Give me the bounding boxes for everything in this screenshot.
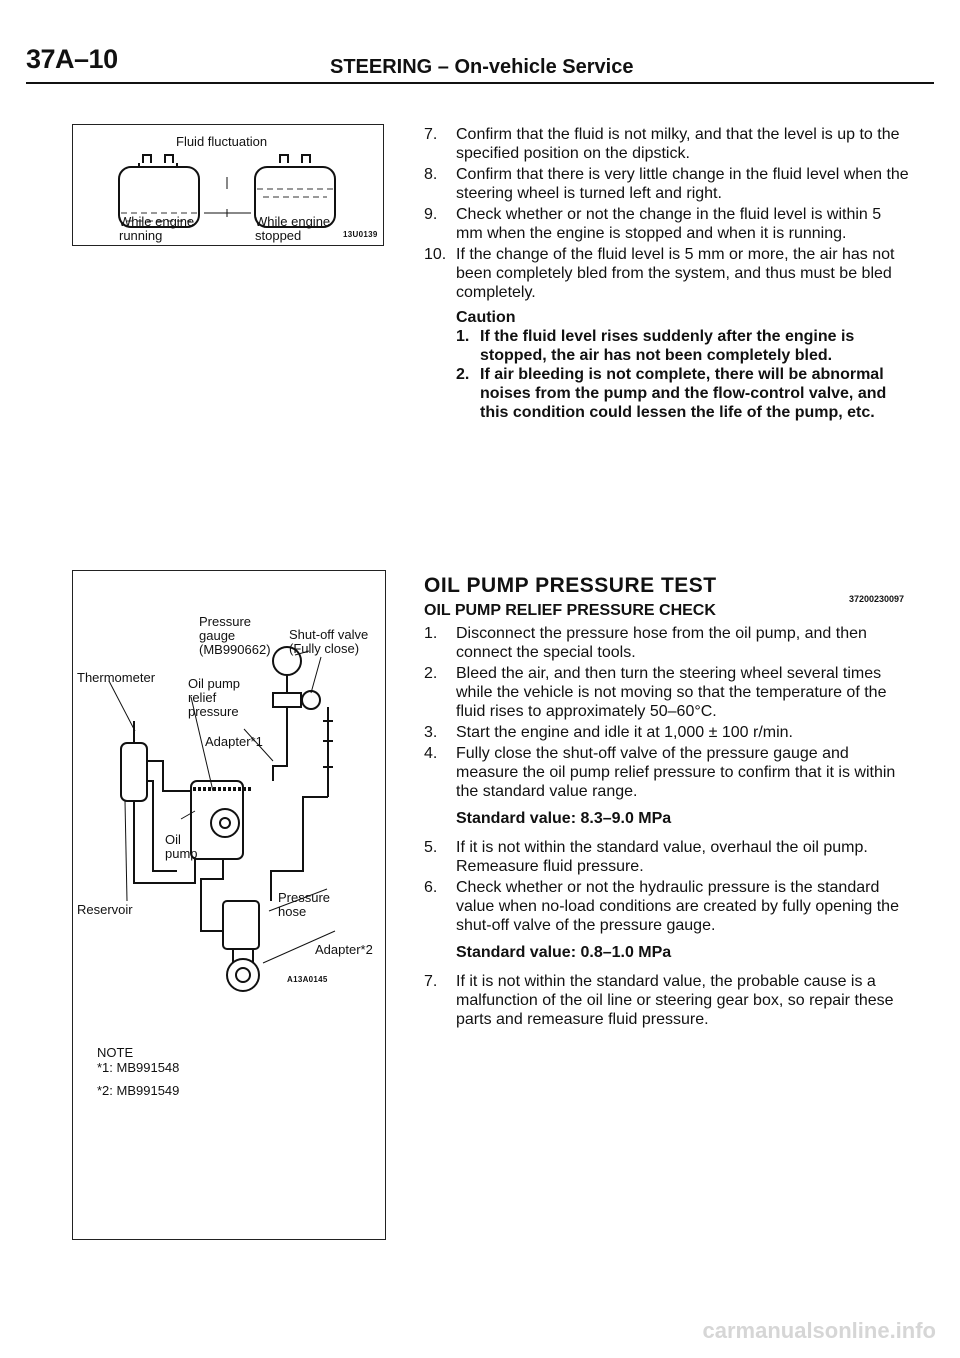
step-4: 4. Fully close the shut-off valve of the pressure gauge and measure the oil pump relief pressure to confirm that it is within the standard value range. (424, 745, 896, 800)
step-1: 1. Disconnect the pressure hose from the oil pump, and then connect the special tools. (424, 625, 867, 661)
fluid-level-steps (424, 125, 910, 422)
step-3: 3. Start the engine and idle it at 1,000 ± 100 r/min. (424, 724, 793, 741)
step-2: 2. Bleed the air, and then turn the steering wheel several times while the vehicle is not moving so that the temperature of the fluid rises to approximately 50–60°C. (424, 665, 887, 720)
section-title: STEERING – On-vehicle Service (330, 56, 634, 78)
section-code: 37200230097 (848, 594, 904, 604)
label-pressure-gauge: Pressure gauge (MB990662) (199, 614, 271, 657)
section-heading: OIL PUMP PRESSURE TEST (424, 574, 717, 597)
label-oil-pump: Oil pump (165, 832, 198, 861)
label-adapter-1: Adapter*1 (205, 734, 263, 749)
figure1-label-running: While engine running (119, 214, 195, 243)
label-reservoir: Reservoir (77, 902, 133, 917)
step-10: 10. If the change of the fluid level is 5 mm or more, the air has not been completely bled from the system, and thus must be bled completely. (424, 246, 895, 301)
step-7: 7. Confirm that the fluid is not milky, and that the level is up to the specified position on the dipstick. (424, 126, 900, 162)
figure2-code: A13A0145 (287, 975, 328, 984)
caution-item-2: 2. If air bleeding is not complete, there will be abnormal noises from the pump and the flow-control valve, and this condition could lessen the life of the pump, etc. (456, 366, 887, 421)
figure1-label-stopped: While engine stopped (255, 214, 331, 243)
page-number: 37A–10 (26, 44, 118, 74)
standard-value-no-load: Standard value: 0.8–1.0 MPa (456, 944, 672, 961)
step-6: 6. Check whether or not the hydraulic pressure is the standard value when no-load conditions are created by fully opening the shut-off valve of the pressure gauge. (424, 879, 899, 934)
oil-pump-pressure-test-section (424, 576, 910, 1031)
standard-value-relief: Standard value: 8.3–9.0 MPa (456, 810, 672, 827)
step-8: 8. Confirm that there is very little change in the fluid level when the steering wheel is turned left and right. (424, 166, 909, 202)
label-thermometer: Thermometer (77, 670, 156, 685)
caution-title: Caution (456, 309, 516, 326)
figure1-title: Fluid fluctuation (176, 134, 268, 149)
step-7-pressure: 7. If it is not within the standard value, the probable cause is a malfunction of the oil line or steering gear box, so repair these parts and remeasure fluid pressure. (424, 973, 894, 1028)
label-relief-pressure: Oil pump relief pressure (188, 676, 241, 719)
label-adapter-2: Adapter*2 (315, 942, 373, 957)
subsection-heading: OIL PUMP RELIEF PRESSURE CHECK (424, 602, 716, 619)
label-pressure-hose: Pressure hose (278, 890, 331, 919)
figure2-note: NOTE *1: MB991548 *2: MB991549 (97, 1045, 180, 1098)
label-shutoff-valve: Shut-off valve (Fully close) (289, 627, 369, 656)
header-rule (26, 82, 934, 84)
step-9: 9. Check whether or not the change in the fluid level is within 5 mm when the engine is stopped and when it is running. (424, 206, 882, 242)
caution-item-1: 1. If the fluid level rises suddenly after the engine is stopped, the air has not been completely bled. (456, 328, 855, 364)
oil-pump-pressure-figure (72, 570, 386, 1240)
fluid-fluctuation-figure (72, 124, 384, 246)
figure1-code: 13U0139 (343, 230, 378, 239)
watermark: carmanualsonline.info (702, 1318, 936, 1343)
step-5: 5. If it is not within the standard value, overhaul the oil pump. Remeasure fluid pressure. (424, 839, 868, 875)
